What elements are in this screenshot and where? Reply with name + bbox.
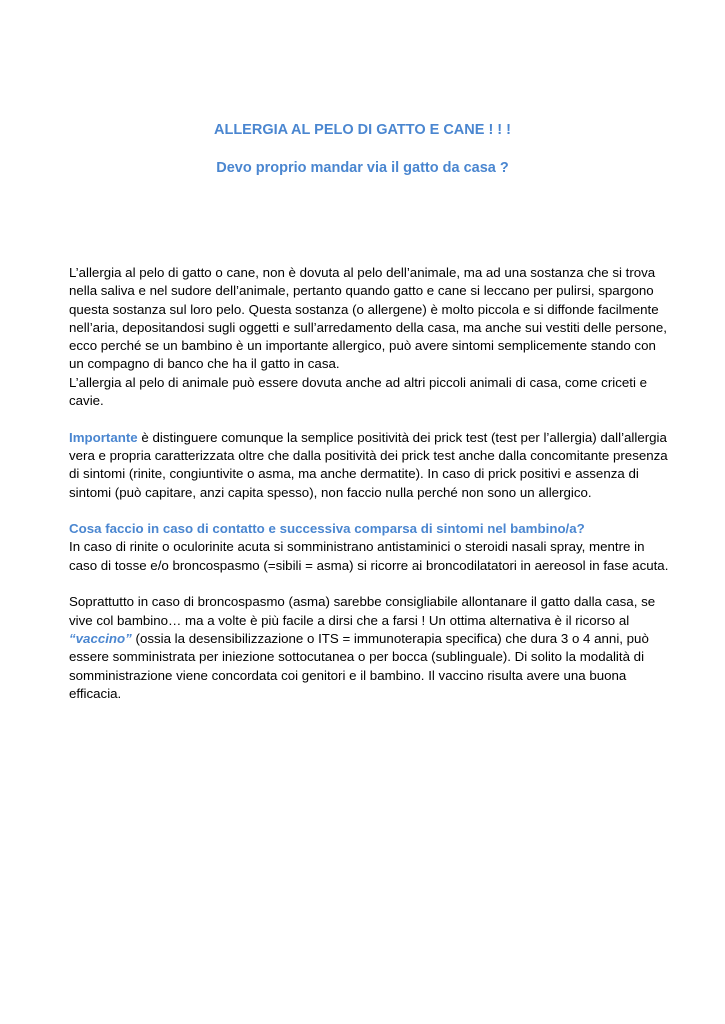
important-paragraph xyxy=(69,429,669,502)
other-animals-paragraph: L’allergia al pelo di animale può essere dovuta anche ad altri piccoli animali di casa, come criceti e cavie. xyxy=(69,374,647,409)
document-title: ALLERGIA AL PELO DI GATTO E CANE ! ! ! xyxy=(214,122,511,138)
intro-paragraph: L’allergia al pelo di gatto o cane, non è dovuta al pelo dell’animale, ma ad una sostanza che si trova nella saliva e nel sudore dell’animale, pertanto quando gatto e cane si leccano per pulirsi, spargono questa sostanza sul loro pelo. Questa sostanza (o allergene) è molto piccola e si diffonde facilmente nell’aria, depositandosi sugli oggetti e sull’arredamento della casa, ma anche sui vestiti delle persone, ecco perché se un bambino è un importante allergico, può avere sintomi semplicemente stando con un compagno di banco che ha il gatto in casa. xyxy=(69,265,667,372)
paragraph-spacer xyxy=(69,502,669,520)
document-body xyxy=(69,264,669,703)
paragraph-spacer xyxy=(69,575,669,593)
important-label: Importante xyxy=(69,429,138,445)
answer-paragraph: In caso di rinite o oculorinite acuta si somministrano antistaminici o steroidi nasali spray, mentre in caso di tosse e/o broncospasmo (=sibili = asma) si ricorre ai broncodilatatori in aereosol in fase acuta. xyxy=(69,539,669,573)
advice-paragraph xyxy=(69,593,669,703)
important-text: è distinguere comunque la semplice positività dei prick test (test per l’allergia) dall’allergia vera e propria caratterizzata oltre che dalla positività dei prick test anche dalla concomitante presenza di sintomi (rinite, congiuntivite o asma, ma anche dermatite). In caso di prick positivi e assenza di sintomi (può capitare, anzi capita spesso), non faccio nulla perché non sono un allergico. xyxy=(69,429,668,500)
advice-text-after: (ossia la desensibilizzazione o ITS = immunoterapia specifica) che dura 3 o 4 anni, può essere somministrata per iniezione sottocutanea o per bocca (sublinguale). Di solito la modalità di somministrazione viene concordata coi genitori e il bambino. Il vaccino risulta avere una buona efficacia. xyxy=(69,630,649,701)
vaccine-label: “vaccino” xyxy=(69,630,132,646)
advice-text-before: Soprattutto in caso di broncospasmo (asma) sarebbe consigliabile allontanare il gatto dalla casa, se vive col bambino… ma a volte è più facile a dirsi che a farsi ! Un ottima alternativa è il ricorso al xyxy=(69,594,656,628)
document-subtitle: Devo proprio mandar via il gatto da casa ? xyxy=(216,160,509,176)
paragraph-spacer xyxy=(69,410,669,428)
question-heading: Cosa faccio in caso di contatto e successiva comparsa di sintomi nel bambino/a? xyxy=(69,521,585,537)
